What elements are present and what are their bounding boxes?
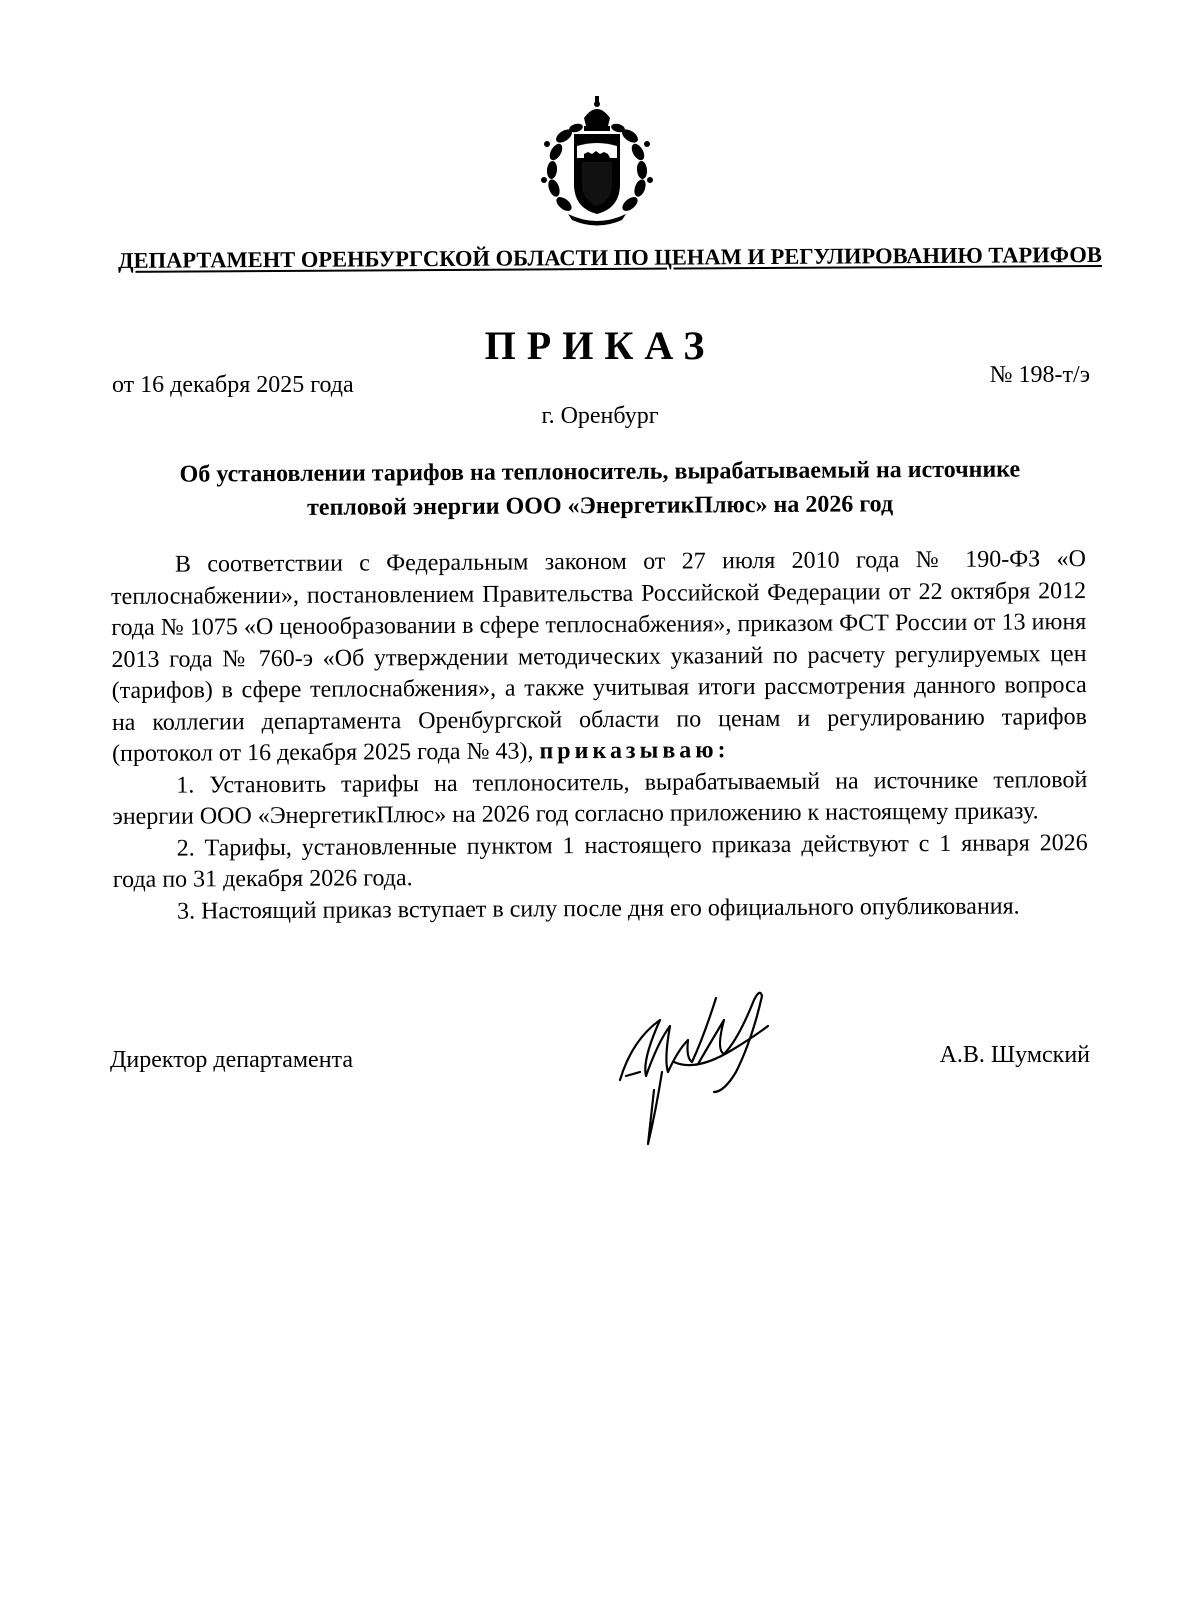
order-date: от 16 декабря 2025 года [112, 372, 354, 398]
signatory-position: Директор департамента [110, 1047, 353, 1073]
subject-line: Об установлении тарифов на теплоноситель, вырабатываемый на источнике [179, 456, 1021, 488]
order-body [111, 544, 1088, 928]
department-name: ДЕПАРТАМЕНТ ОРЕНБУРГСКОЙ ОБЛАСТИ ПО ЦЕНАМ И РЕГУЛИРОВАНИЮ ТАРИФОВ [118, 241, 1102, 273]
order-number: № 198-т/э [989, 362, 1090, 388]
order-item: 3. Настоящий приказ вступает в силу после дня его официального опубликования. [176, 892, 1020, 925]
order-city: г. Оренбург [541, 403, 659, 429]
signatory-name: А.В. Шумский [939, 1042, 1090, 1068]
subject-line: тепловой энергии ООО «ЭнергетикПлюс» на 2026 год [307, 491, 894, 521]
preamble-text: В соответствии с Федеральным законом от 27 июля 2010 года № 190-ФЗ «О теплоснабжении», постановлением Правительства Российской Федерации от 22 октября 2012 года № 1075 «О ценообразовании в сфере теплоснабжения», приказом ФСТ России от 13 июня 2013 года № 760-э «Об утверждении методических указаний по расчету регулируемых цен (тарифов) в сфере теплоснабжения», а также учитывая итоги рассмотрения данного вопроса на коллегии департамента Оренбургской области по ценам и регулированию тарифов (протокол от 16 декабря 2025 года № 43), [111, 546, 1087, 767]
order-item: 2. Тарифы, установленные пунктом 1 настоящего приказа действуют с 1 января 2026 года по 31 декабря 2026 года. [112, 829, 1088, 893]
order-item: 1. Установить тарифы на теплоноситель, вырабатываемый на источнике тепловой энергии ООО «ЭнергетикПлюс» на 2026 год согласно приложению к настоящему приказу. [112, 766, 1088, 830]
order-subject [120, 452, 1080, 526]
preamble-paragraph [111, 544, 1087, 770]
document-title: ПРИКАЗ [484, 323, 716, 368]
coat-of-arms-icon [538, 96, 656, 226]
handwritten-signature [612, 980, 782, 1155]
command-word: приказываю: [539, 737, 730, 765]
